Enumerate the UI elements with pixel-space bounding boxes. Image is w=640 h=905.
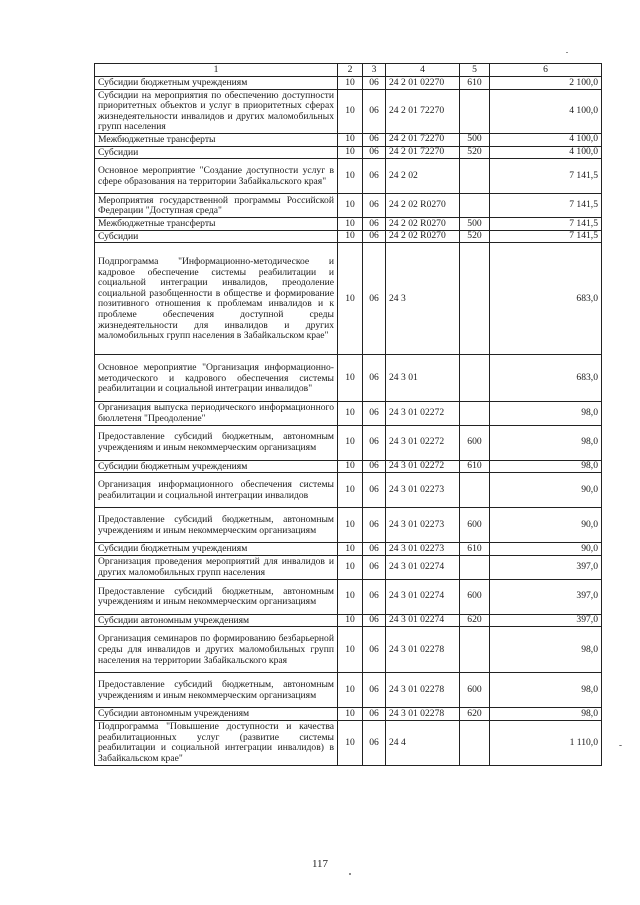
budget-table (94, 63, 602, 766)
header-cell: 1 (95, 64, 338, 77)
row-name-cell: Межбюджетные трансферты (95, 133, 338, 146)
target-article-cell: 24 3 01 02272 (386, 460, 460, 473)
expense-type-cell: 600 (460, 673, 490, 708)
amount-cell: 2 100,0 (490, 77, 602, 90)
section-cell: 10 (338, 425, 363, 460)
target-article-cell: 24 3 01 02274 (386, 555, 460, 579)
amount-cell: 7 141,5 (490, 194, 602, 218)
subsection-cell: 06 (363, 146, 386, 159)
expense-type-cell: 620 (460, 614, 490, 627)
target-article-cell: 24 2 02 (386, 159, 460, 194)
row-name-cell: Предоставление субсидий бюджетным, автономным учреждениям и иным некоммерческим организациям (95, 579, 338, 614)
expense-type-cell (460, 243, 490, 355)
target-article-cell: 24 2 02 R0270 (386, 218, 460, 231)
target-article-cell: 24 2 01 72270 (386, 133, 460, 146)
subsection-cell: 06 (363, 555, 386, 579)
subsection-cell: 06 (363, 614, 386, 627)
amount-cell: 7 141,5 (490, 230, 602, 243)
target-article-cell: 24 3 01 02273 (386, 543, 460, 556)
row-name-cell: Субсидии (95, 230, 338, 243)
amount-cell: 98,0 (490, 460, 602, 473)
target-article-cell: 24 3 01 02272 (386, 402, 460, 425)
section-cell: 10 (338, 460, 363, 473)
expense-type-cell (460, 159, 490, 194)
section-cell: 10 (338, 627, 363, 673)
expense-type-cell: 600 (460, 508, 490, 543)
amount-cell: 7 141,5 (490, 218, 602, 231)
table-row (95, 473, 602, 508)
row-name-cell: Субсидии бюджетным учреждениям (95, 77, 338, 90)
expense-type-cell: 500 (460, 133, 490, 146)
target-article-cell: 24 4 (386, 720, 460, 765)
row-name-cell: Организация выпуска периодического информационного бюллетеня "Преодоление" (95, 402, 338, 425)
amount-cell: 7 141,5 (490, 159, 602, 194)
amount-cell: 397,0 (490, 555, 602, 579)
table-row (95, 146, 602, 159)
target-article-cell: 24 3 01 02278 (386, 627, 460, 673)
row-name-cell: Мероприятия государственной программы Российской Федерации "Доступная среда" (95, 194, 338, 218)
target-article-cell: 24 2 01 72270 (386, 89, 460, 133)
table-row (95, 218, 602, 231)
row-name-cell: Субсидии автономным учреждениям (95, 614, 338, 627)
subsection-cell: 06 (363, 508, 386, 543)
target-article-cell: 24 2 01 02270 (386, 77, 460, 90)
subsection-cell: 06 (363, 133, 386, 146)
target-article-cell: 24 2 01 72270 (386, 146, 460, 159)
header-cell: 5 (460, 64, 490, 77)
expense-type-cell (460, 402, 490, 425)
section-cell: 10 (338, 473, 363, 508)
expense-type-cell: 520 (460, 230, 490, 243)
header-cell: 3 (363, 64, 386, 77)
subsection-cell: 06 (363, 355, 386, 402)
amount-cell: 1 110,0 (490, 720, 602, 765)
subsection-cell: 06 (363, 218, 386, 231)
expense-type-cell (460, 627, 490, 673)
table-row (95, 543, 602, 556)
target-article-cell: 24 2 02 R0270 (386, 194, 460, 218)
subsection-cell: 06 (363, 627, 386, 673)
amount-cell: 397,0 (490, 614, 602, 627)
scan-speck (619, 745, 622, 746)
expense-type-cell: 600 (460, 425, 490, 460)
row-name-cell: Межбюджетные трансферты (95, 218, 338, 231)
amount-cell: 683,0 (490, 355, 602, 402)
expense-type-cell (460, 555, 490, 579)
subsection-cell: 06 (363, 230, 386, 243)
section-cell: 10 (338, 402, 363, 425)
table-row (95, 194, 602, 218)
expense-type-cell (460, 194, 490, 218)
table-row (95, 402, 602, 425)
row-name-cell: Основное мероприятие "Создание доступности услуг в сфере образования на территории Забайкальского края" (95, 159, 338, 194)
header-cell: 4 (386, 64, 460, 77)
amount-cell: 98,0 (490, 708, 602, 721)
table-row (95, 708, 602, 721)
table-row (95, 627, 602, 673)
table-row (95, 508, 602, 543)
subsection-cell: 06 (363, 460, 386, 473)
expense-type-cell: 610 (460, 543, 490, 556)
subsection-cell: 06 (363, 425, 386, 460)
expense-type-cell (460, 355, 490, 402)
target-article-cell: 24 3 01 02274 (386, 579, 460, 614)
expense-type-cell: 610 (460, 77, 490, 90)
row-name-cell: Организация информационного обеспечения системы реабилитации и социальной интеграции инвалидов (95, 473, 338, 508)
row-name-cell: Предоставление субсидий бюджетным, автономным учреждениям и иным некоммерческим организациям (95, 425, 338, 460)
section-cell: 10 (338, 508, 363, 543)
table-row (95, 355, 602, 402)
subsection-cell: 06 (363, 708, 386, 721)
amount-cell: 90,0 (490, 508, 602, 543)
table-header-row (95, 64, 602, 77)
target-article-cell: 24 3 01 (386, 355, 460, 402)
subsection-cell: 06 (363, 579, 386, 614)
row-name-cell: Субсидии (95, 146, 338, 159)
section-cell: 10 (338, 218, 363, 231)
row-name-cell: Организация семинаров по формированию безбарьерной среды для инвалидов и других маломобильных групп населения на территории Забайкальского края (95, 627, 338, 673)
target-article-cell: 24 3 01 02274 (386, 614, 460, 627)
row-name-cell: Субсидии на мероприятия по обеспечению доступности приоритетных объектов и услуг в приоритетных сферах жизнедеятельности инвалидов и других маломобильных групп населения (95, 89, 338, 133)
expense-type-cell (460, 473, 490, 508)
row-name-cell: Субсидии бюджетным учреждениям (95, 543, 338, 556)
section-cell: 10 (338, 194, 363, 218)
subsection-cell: 06 (363, 402, 386, 425)
table-row (95, 614, 602, 627)
subsection-cell: 06 (363, 89, 386, 133)
table-row (95, 579, 602, 614)
expense-type-cell: 610 (460, 460, 490, 473)
header-cell: 2 (338, 64, 363, 77)
section-cell: 10 (338, 579, 363, 614)
section-cell: 10 (338, 720, 363, 765)
table-row (95, 89, 602, 133)
section-cell: 10 (338, 355, 363, 402)
table-row (95, 133, 602, 146)
section-cell: 10 (338, 243, 363, 355)
expense-type-cell (460, 89, 490, 133)
section-cell: 10 (338, 230, 363, 243)
table-row (95, 425, 602, 460)
amount-cell: 4 100,0 (490, 89, 602, 133)
target-article-cell: 24 3 (386, 243, 460, 355)
scan-speck (566, 52, 568, 53)
target-article-cell: 24 3 01 02272 (386, 425, 460, 460)
row-name-cell: Предоставление субсидий бюджетным, автономным учреждениям и иным некоммерческим организациям (95, 508, 338, 543)
amount-cell: 683,0 (490, 243, 602, 355)
section-cell: 10 (338, 89, 363, 133)
section-cell: 10 (338, 146, 363, 159)
table-row (95, 243, 602, 355)
section-cell: 10 (338, 555, 363, 579)
target-article-cell: 24 3 01 02278 (386, 673, 460, 708)
table-row (95, 555, 602, 579)
section-cell: 10 (338, 543, 363, 556)
amount-cell: 4 100,0 (490, 146, 602, 159)
row-name-cell: Основное мероприятие "Организация информационно-методического и кадрового обеспечения системы реабилитации и социальной интеграции инвалидов" (95, 355, 338, 402)
section-cell: 10 (338, 673, 363, 708)
subsection-cell: 06 (363, 77, 386, 90)
subsection-cell: 06 (363, 473, 386, 508)
amount-cell: 98,0 (490, 627, 602, 673)
scan-speck (349, 873, 351, 875)
table-row (95, 673, 602, 708)
table-row (95, 77, 602, 90)
table-row (95, 230, 602, 243)
row-name-cell: Предоставление субсидий бюджетным, автономным учреждениям и иным некоммерческим организациям (95, 673, 338, 708)
section-cell: 10 (338, 614, 363, 627)
expense-type-cell: 600 (460, 579, 490, 614)
subsection-cell: 06 (363, 543, 386, 556)
row-name-cell: Организация проведения мероприятий для инвалидов и других маломобильных групп населения (95, 555, 338, 579)
amount-cell: 98,0 (490, 673, 602, 708)
amount-cell: 90,0 (490, 543, 602, 556)
row-name-cell: Подпрограмма "Повышение доступности и качества реабилитационных услуг (развитие системы реабилитации и социальной интеграции инвалидов) в Забайкальском крае" (95, 720, 338, 765)
page-number: 117 (311, 858, 329, 870)
row-name-cell: Субсидии бюджетным учреждениям (95, 460, 338, 473)
target-article-cell: 24 3 01 02273 (386, 473, 460, 508)
row-name-cell: Подпрограмма "Информационно-методическое и кадровое обеспечение системы реабилитации и социальной интеграции инвалидов, преодоление социальной разобщенности в обществе и формирование позитивного отношения к проблемам инвалидов и к проблеме обеспечения доступной среды жизнедеятельности для инвалидов и других маломобильных групп населения в Забайкальском крае" (95, 243, 338, 355)
target-article-cell: 24 2 02 R0270 (386, 230, 460, 243)
target-article-cell: 24 3 01 02278 (386, 708, 460, 721)
section-cell: 10 (338, 159, 363, 194)
table-row (95, 460, 602, 473)
header-cell: 6 (490, 64, 602, 77)
section-cell: 10 (338, 77, 363, 90)
amount-cell: 98,0 (490, 402, 602, 425)
expense-type-cell: 520 (460, 146, 490, 159)
subsection-cell: 06 (363, 673, 386, 708)
section-cell: 10 (338, 708, 363, 721)
table-row (95, 159, 602, 194)
table-row (95, 720, 602, 765)
subsection-cell: 06 (363, 243, 386, 355)
subsection-cell: 06 (363, 720, 386, 765)
expense-type-cell (460, 720, 490, 765)
target-article-cell: 24 3 01 02273 (386, 508, 460, 543)
section-cell: 10 (338, 133, 363, 146)
amount-cell: 98,0 (490, 425, 602, 460)
amount-cell: 4 100,0 (490, 133, 602, 146)
expense-type-cell: 500 (460, 218, 490, 231)
expense-type-cell: 620 (460, 708, 490, 721)
amount-cell: 397,0 (490, 579, 602, 614)
subsection-cell: 06 (363, 194, 386, 218)
amount-cell: 90,0 (490, 473, 602, 508)
subsection-cell: 06 (363, 159, 386, 194)
row-name-cell: Субсидии автономным учреждениям (95, 708, 338, 721)
